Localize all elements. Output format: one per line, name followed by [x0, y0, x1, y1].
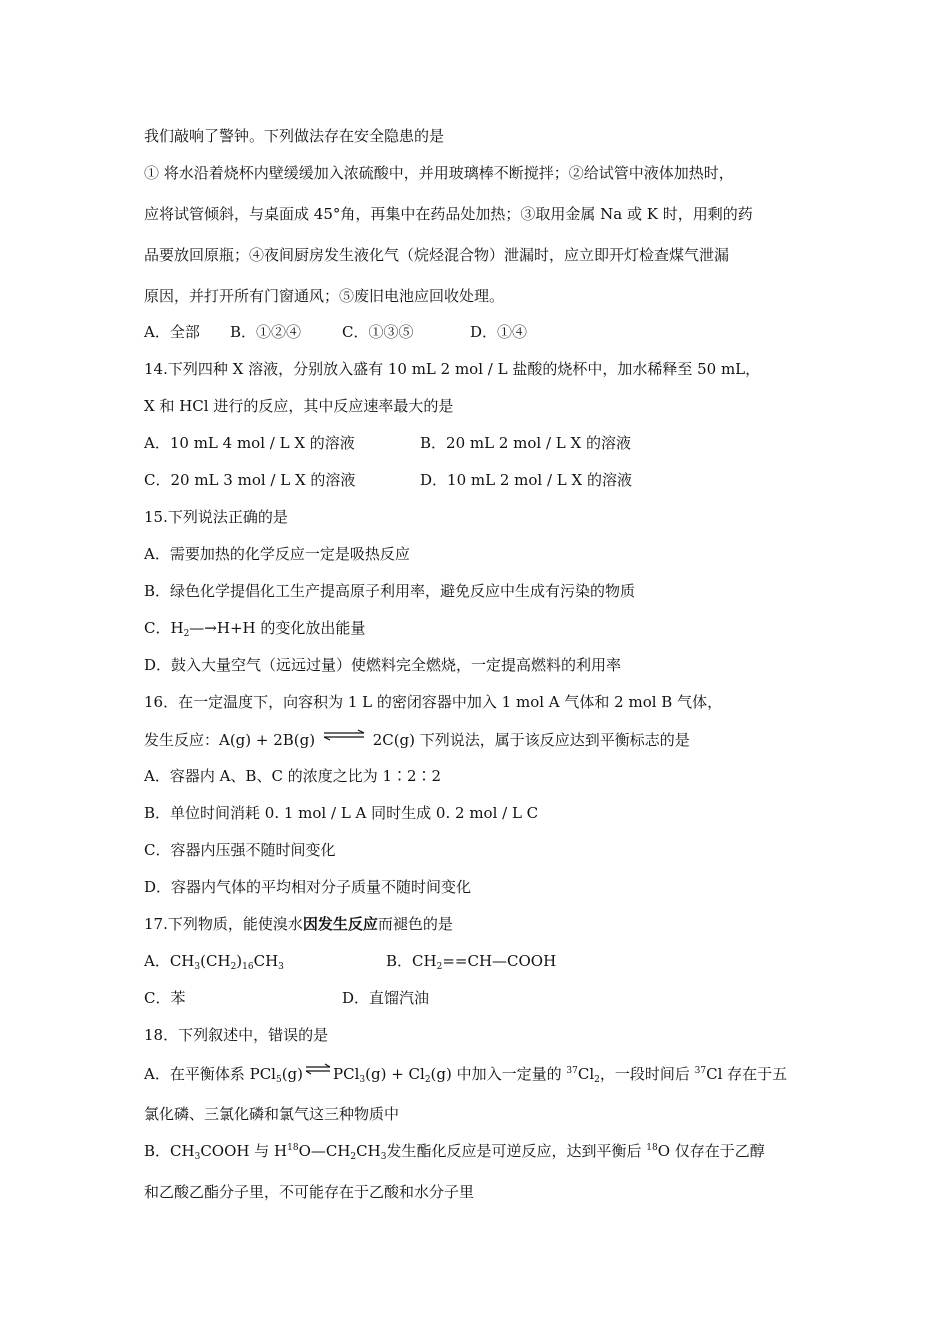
q17-option-d: D．直馏汽油	[342, 989, 430, 1007]
q16-option-c: C．容器内压强不随时间变化	[144, 841, 336, 859]
q13-line-1: 我们敲响了警钟。下列做法存在安全隐患的是	[144, 127, 445, 145]
emphasis-text: 因发生反应	[302, 915, 378, 933]
q14-line-2: X 和 HCl 进行的反应，其中反应速率最大的是	[144, 397, 454, 415]
q18-option-b-line-1: B．$CH_3COOH$ 与 $H^{18}O—CH_2CH_3$发生酯化反应是可逆反应，达到平衡后 $^{18}$O 仅存在于乙醇	[144, 1142, 765, 1162]
q18-option-b-line-2: 和乙酸乙酯分子里，不可能存在于乙酸和水分子里	[144, 1183, 475, 1201]
q15-stem: 15.下列说法正确的是	[144, 508, 288, 526]
q18-stem: 18．下列叙述中，错误的是	[144, 1026, 329, 1044]
q16-option-a: A．容器内 A、B、C 的浓度之比为 1∶2∶2	[144, 767, 442, 785]
q13-option-a: A．全部	[144, 323, 200, 341]
q17-option-c: C．苯	[144, 989, 186, 1007]
q16-option-b: B．单位时间消耗 0. 1 mol / L A 同时生成 0. 2 mol / L C	[144, 804, 539, 822]
q13-line-5: 原因，并打开所有门窗通风；⑤废旧电池应回收处理。	[144, 287, 505, 305]
q14-option-d: D．10 mL 2 mol / L X 的溶液	[420, 471, 632, 489]
q13-line-2: ① 将水沿着烧杯内壁缓缓加入浓硫酸中，并用玻璃棒不断搅拌；②给试管中液体加热时，	[144, 164, 734, 182]
q17-stem: 17.下列物质，能使溴水因发生反应而褪色的是	[144, 915, 453, 933]
q14-option-b: B．20 mL 2 mol / L X 的溶液	[420, 434, 631, 452]
q17-option-a: A．$CH_3(CH_2)_{16}CH_3$	[144, 952, 284, 972]
q13-option-d: D．①④	[470, 323, 528, 341]
q13-option-b: B．①②④	[230, 323, 302, 341]
equilibrium-arrow-icon	[305, 1063, 331, 1077]
q18-option-a-line-2: 氯化磷、三氯化磷和氯气这三种物质中	[144, 1105, 400, 1123]
q18-option-a-line-1: A．在平衡体系 PCl$_5$(g) $PCl_3(g) + Cl_2(g)$ 中加入一定量的 $^{37}Cl_2$，一段时间后 $^{37}$Cl 存在于五	[144, 1065, 788, 1085]
q15-option-c: C．$H_2—\to H+H$ 的变化放出能量	[144, 619, 366, 639]
q13-option-c: C．①③⑤	[342, 323, 414, 341]
q17-option-b: B．$CH_2==CH—COOH$	[386, 952, 557, 972]
q13-line-3: 应将试管倾斜，与桌面成 45°角，再集中在药品处加热；③取用金属 Na 或 K 时，用剩的药	[144, 205, 753, 223]
reaction-arrow: —→	[189, 619, 217, 637]
equilibrium-arrow-icon	[322, 729, 366, 743]
q14-option-c: C．20 mL 3 mol / L X 的溶液	[144, 471, 356, 489]
q14-option-a: A．10 mL 4 mol / L X 的溶液	[144, 434, 355, 452]
q15-option-b: B．绿色化学提倡化工生产提高原子利用率，避免反应中生成有污染的物质	[144, 582, 636, 600]
q16-line-1: 16．在一定温度下，向容积为 1 L 的密闭容器中加入 1 mol A 气体和 2 mol B 气体，	[144, 693, 723, 711]
q16-line-2: 发生反应：A(g) + 2B(g) 2C(g) 下列说法，属于该反应达到平衡标志的是	[144, 731, 690, 749]
q15-option-a: A．需要加热的化学反应一定是吸热反应	[144, 545, 410, 563]
q15-option-d: D．鼓入大量空气（远远过量）使燃料完全燃烧，一定提高燃料的利用率	[144, 656, 622, 674]
q16-option-d: D．容器内气体的平均相对分子质量不随时间变化	[144, 878, 472, 896]
q14-line-1: 14.下列四种 X 溶液，分别放入盛有 10 mL 2 mol / L 盐酸的烧杯中，加水稀释至 50 mL，	[144, 360, 761, 378]
q13-line-4: 品要放回原瓶；④夜间厨房发生液化气（烷烃混合物）泄漏时，应立即开灯检查煤气泄漏	[144, 246, 730, 264]
